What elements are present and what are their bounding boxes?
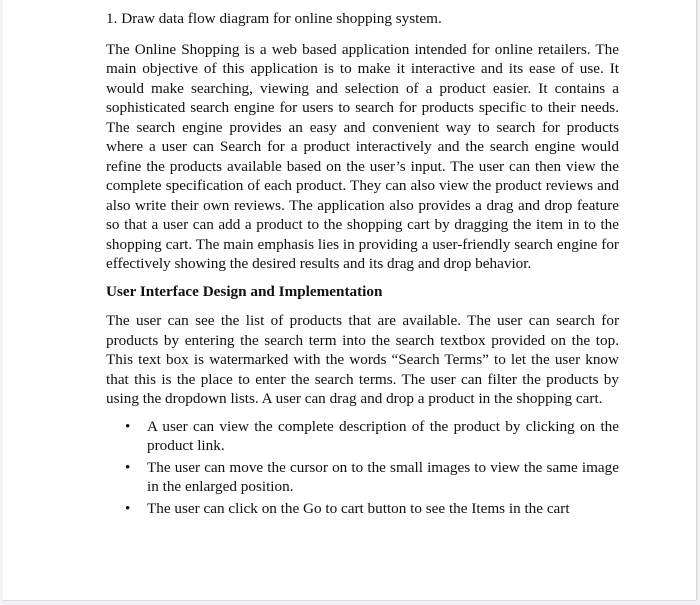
- bullet-item: [106, 417, 619, 456]
- ui-description-paragraph: The user can see the list of products that are available. The user can search for products by entering the search term into the search textbox provided on the top. This text box is watermarked with the words “Search Terms” to let the user know that this is the place to enter the search terms. The user can filter the products by using the dropdown lists. A user can drag and drop a product in the shopping cart.: [106, 312, 619, 407]
- bullet-text: A user can view the complete description of the product by clicking on the product link.: [147, 417, 619, 454]
- document-content: [106, 9, 619, 520]
- intro-paragraph: The Online Shopping is a web based application intended for online retailers. The main objective of this application is to make it interactive and its ease of use. It would make searching, viewing and selection of a product easier. It contains a sophisticated search engine for users to search for products specific to their needs. The search engine provides an easy and convenient way to search for products where a user can Search for a product interactively and the search engine would refine the products available based on the user’s input. The user can then view the complete specification of each product. They can also view the product reviews and also write their own reviews. The application also provides a drag and drop feature so that a user can add a product to the shopping cart by dragging the item in to the shopping cart. The main emphasis lies in providing a user-friendly search engine for effectively showing the desired results and its drag and drop behavior.: [106, 40, 619, 272]
- bullet-item: [106, 458, 619, 497]
- bullet-text: The user can move the cursor on to the small images to view the same image in the enlarged position.: [147, 458, 619, 495]
- document-page: [3, 0, 697, 600]
- page-bottom-edge: [3, 600, 696, 601]
- question-title: 1. Draw data flow diagram for online shopping system.: [106, 10, 442, 27]
- bullet-item: [106, 499, 619, 519]
- section-heading: User Interface Design and Implementation: [106, 282, 383, 300]
- feature-bullet-list: [106, 417, 619, 519]
- bullet-icon: •: [125, 458, 131, 476]
- bullet-text: The user can click on the Go to cart button to see the Items in the cart: [147, 499, 570, 517]
- bullet-icon: •: [125, 417, 131, 435]
- bullet-icon: •: [125, 499, 131, 517]
